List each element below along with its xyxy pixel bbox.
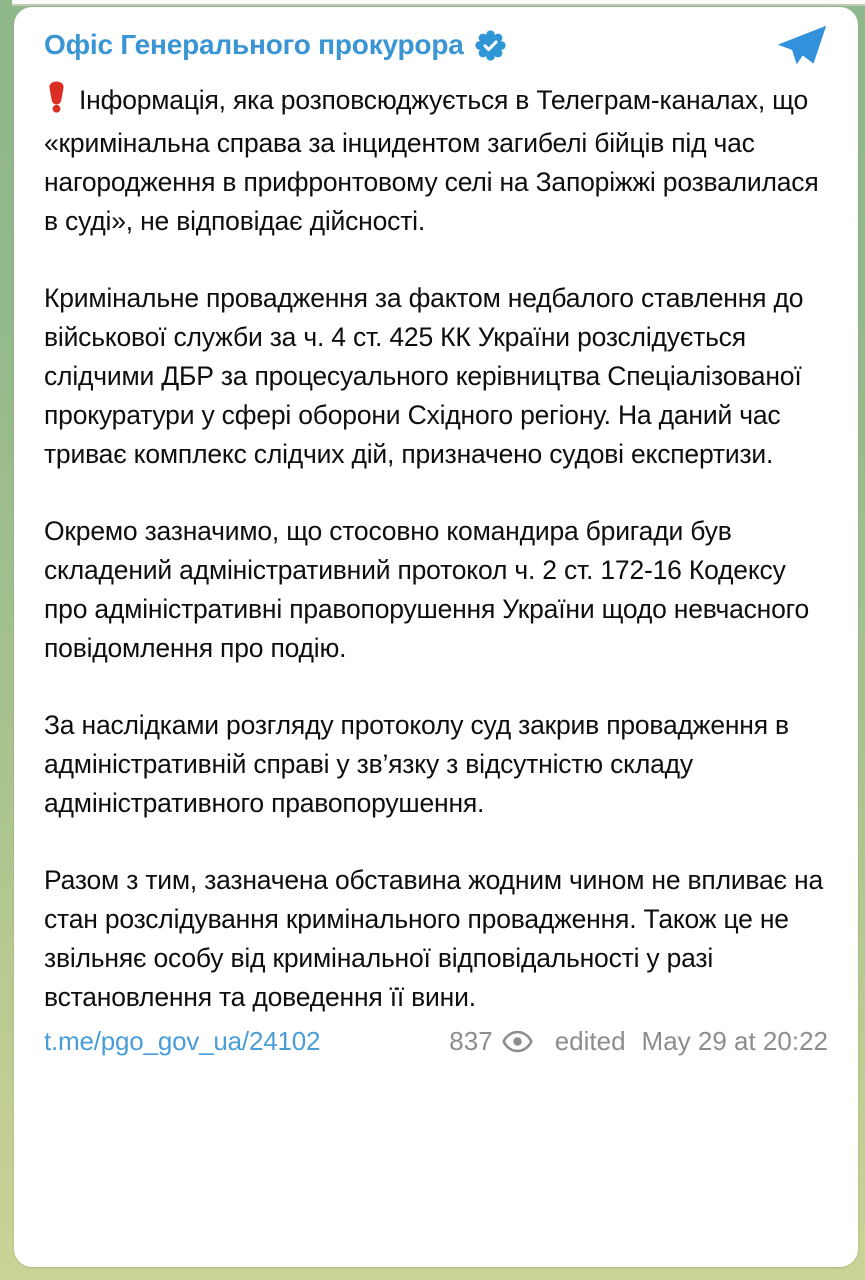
paragraph <box>44 80 828 241</box>
paragraph: За наслідками розгляду протоколу суд закрив провадження в адміністративній справі у зв’язку з відсутністю складу адміністративного правопорушення. <box>44 710 789 818</box>
edited-label: edited <box>554 1026 626 1056</box>
edited-timestamp: May 29 at 20:22 <box>641 1026 828 1056</box>
views-count: 837 <box>449 1026 493 1056</box>
verified-badge-icon <box>475 30 506 61</box>
message-text <box>44 80 828 1017</box>
channel-name[interactable]: Офіс Генерального прокурора <box>44 29 464 60</box>
paper-plane-icon[interactable] <box>776 23 828 68</box>
previous-message-edge <box>12 0 865 6</box>
exclamation-emoji-icon <box>44 80 69 124</box>
message-meta <box>449 1024 828 1058</box>
message-header <box>44 25 828 65</box>
message-bubble <box>14 7 858 1267</box>
paragraph: Разом з тим, зазначена обставина жодним чином не впливає на стан розслідування кримінального провадження. Також це не звільняє особу від кримінальної відповідальності у разі встановлення та доведення її вини. <box>44 865 824 1012</box>
post-link[interactable]: t.me/pgo_gov_ua/24102 <box>44 1026 321 1056</box>
paragraph-text: Інформація, яка розповсюджується в Телеграм-каналах, що «кримінальна справа за інцидентом загибелі бійців під час нагородження в прифронтовому селі на Запоріжжі розвалилася в суді», не відповідає дійсності. <box>44 85 819 236</box>
message-footer <box>44 1024 828 1058</box>
paragraph: Окремо зазначимо, що стосовно командира бригади був складений адміністративний протокол ч. 2 ст. 172-16 Кодексу про адміністративні правопорушення України щодо невчасного повідомлення про подію. <box>44 516 810 663</box>
eye-icon <box>502 1030 533 1053</box>
paragraph: Кримінальне провадження за фактом недбалого ставлення до військової служби за ч. 4 ст. 425 КК України розслідується слідчими ДБР за процесуального керівництва Спеціалізованої прокуратури у сфері оборони Східного регіону. На даний час триває комплекс слідчих дій, призначено судові експертизи. <box>44 283 804 469</box>
